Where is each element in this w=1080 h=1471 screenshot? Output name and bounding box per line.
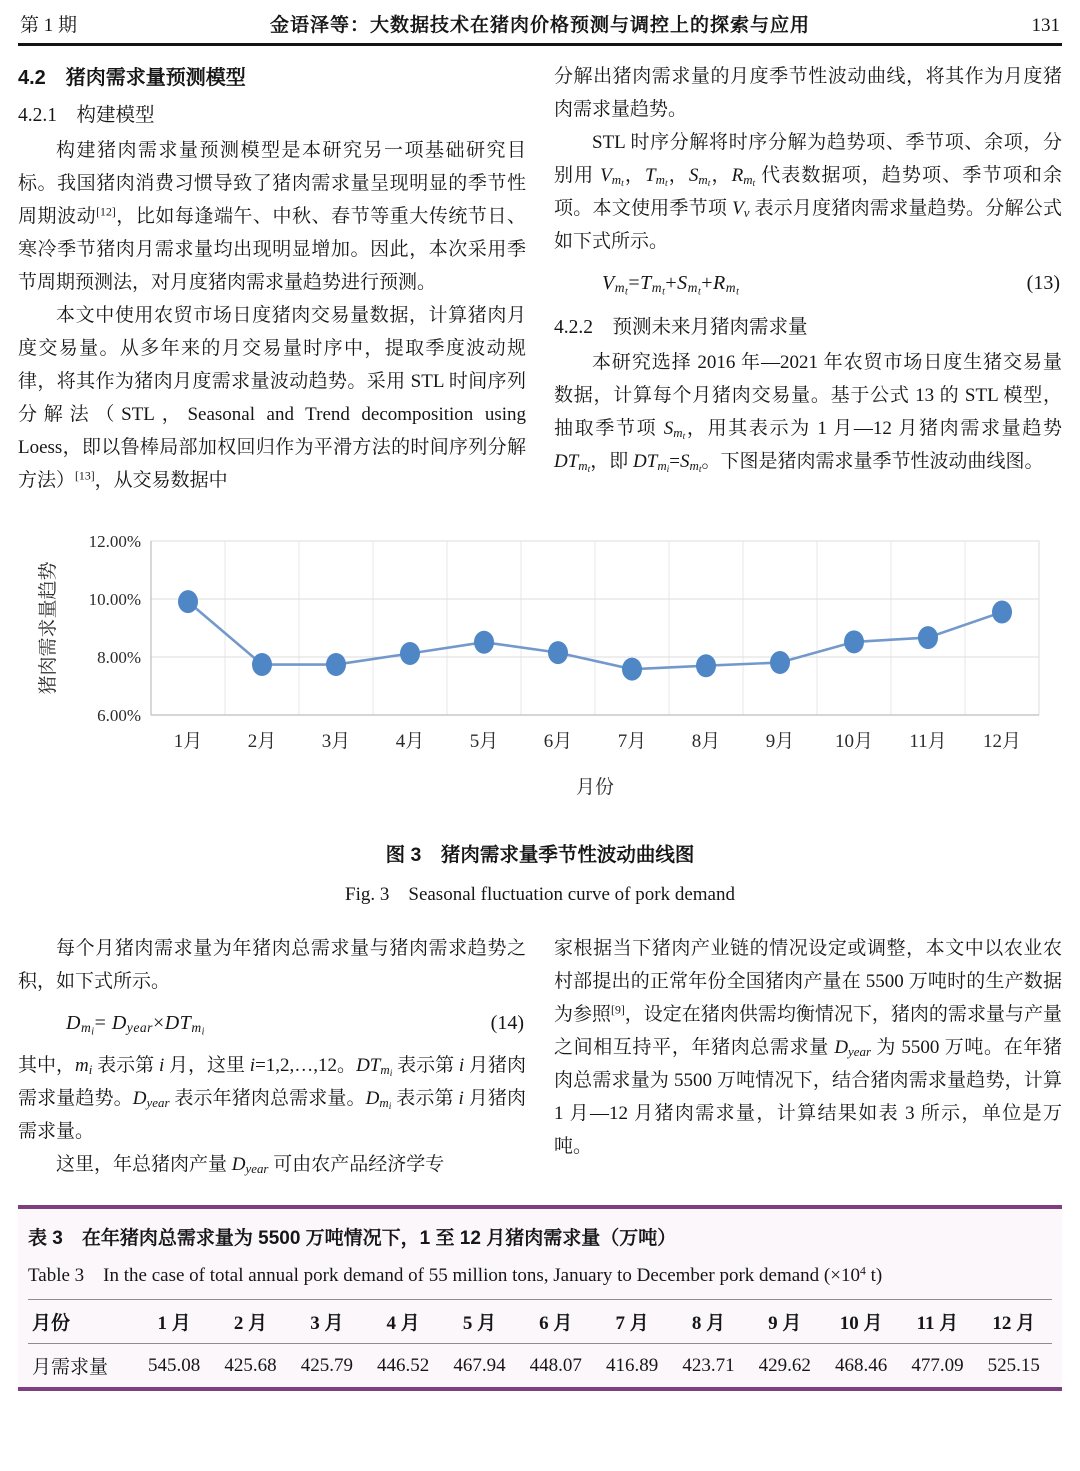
text-segment: m bbox=[380, 1061, 390, 1077]
table-demand-value: 429.62 bbox=[758, 1354, 811, 1376]
text-segment: DT bbox=[633, 451, 658, 472]
text-segment: m bbox=[75, 1055, 89, 1076]
text-segment: D bbox=[365, 1088, 380, 1109]
data-point-marker bbox=[178, 590, 198, 613]
table-demand-value: 446.52 bbox=[377, 1354, 430, 1376]
text-segment: = bbox=[94, 1012, 112, 1034]
table-header-month: 10 月 bbox=[839, 1313, 883, 1334]
text-segment: = bbox=[669, 451, 681, 472]
text-segment: ，用其表示为 1 月—12 月猪肉需求量趋势 bbox=[685, 418, 1062, 439]
table-header-month: 4 月 bbox=[386, 1313, 420, 1334]
x-axis-tick-label: 4月 bbox=[395, 731, 425, 752]
text-segment: m bbox=[725, 279, 737, 295]
table-demand-value: 477.09 bbox=[911, 1354, 964, 1376]
text-segment: 本研究选择 2016 年—2021 年农贸市场日度生猪交易量数据，计算每个月猪肉交易量。基于公式 13 的 STL 模型，抽取季节项 bbox=[554, 352, 1062, 439]
text-segment: 月猪肉需求量。 bbox=[18, 1088, 526, 1142]
text-segment: t bbox=[587, 465, 591, 476]
data-point-marker bbox=[696, 654, 716, 677]
text-segment: t bbox=[625, 286, 629, 298]
text-segment: + bbox=[665, 272, 678, 294]
text-segment: 。下图是猪肉需求量季节性波动曲线图。 bbox=[701, 451, 1044, 472]
text-segment: t bbox=[698, 465, 702, 476]
y-axis-tick-label: 8.00% bbox=[97, 648, 141, 667]
data-point-marker bbox=[992, 601, 1012, 624]
text-segment: 月猪肉需求量趋势。 bbox=[18, 1055, 526, 1109]
equation-14 bbox=[18, 998, 526, 1049]
table-demand-value: 423.71 bbox=[682, 1354, 735, 1376]
paragraph-stl-terms bbox=[554, 126, 1062, 258]
text-segment: year bbox=[245, 1160, 269, 1176]
table-header-month: 11 月 bbox=[916, 1313, 959, 1334]
x-axis-tick-label: 1月 bbox=[173, 731, 203, 752]
table-header-month: 7 月 bbox=[615, 1313, 649, 1334]
paragraph-stl-method bbox=[18, 299, 526, 497]
table-header-month: 9 月 bbox=[768, 1313, 802, 1334]
text-segment: ，从交易数据中 bbox=[94, 470, 228, 491]
text-segment: + bbox=[701, 272, 714, 294]
left-column bbox=[18, 60, 526, 497]
table-demand-value: 416.89 bbox=[606, 1354, 659, 1376]
text-segment: m bbox=[655, 171, 665, 187]
table-header-month: 6 月 bbox=[539, 1313, 573, 1334]
text-segment: DT bbox=[356, 1055, 381, 1076]
data-point-marker bbox=[252, 653, 272, 676]
text-segment: = bbox=[628, 272, 641, 294]
header-rule bbox=[18, 43, 1062, 46]
data-point-marker bbox=[400, 642, 420, 665]
text-segment: × bbox=[152, 1012, 165, 1034]
paragraph-stl-continuation bbox=[554, 60, 1062, 126]
table-demand-value: 467.94 bbox=[453, 1354, 506, 1376]
equation-14-number: (14) bbox=[490, 1012, 524, 1034]
text-segment: t bbox=[621, 179, 624, 190]
text-segment: m bbox=[657, 457, 667, 473]
table-demand-value: 425.68 bbox=[224, 1354, 277, 1376]
text-segment: i bbox=[91, 1026, 95, 1038]
table-demand-value: 425.79 bbox=[300, 1354, 353, 1376]
text-segment: [12] bbox=[96, 205, 116, 219]
data-point-marker bbox=[918, 626, 938, 649]
data-point-marker bbox=[770, 651, 790, 674]
x-axis-tick-label: 9月 bbox=[765, 731, 795, 752]
equation-13 bbox=[554, 258, 1062, 309]
text-segment: T bbox=[645, 165, 656, 186]
text-segment: S bbox=[663, 418, 674, 439]
table-3-caption-zh: 表 3 在年猪肉总需求量为 5500 万吨情况下，1 至 12 月猪肉需求量（万吨） bbox=[28, 1228, 677, 1249]
text-segment: 表示第 bbox=[392, 1055, 459, 1076]
monthly-demand-table bbox=[28, 1299, 1052, 1387]
text-segment: 本文中使用农贸市场日度猪肉交易量数据，计算猪肉月度交易量。从多年来的月交易量时序中，提取季度波动规律，将其作为猪肉月度需求量波动趋势。采用 STL 时间序列分解法（STL，Seasonal and Trend decomposition using Loess，即以鲁棒局部加权回归作为平滑方法的时间序列分解方法） bbox=[18, 305, 526, 491]
text-segment: m bbox=[689, 457, 699, 473]
text-segment: DT bbox=[164, 1012, 192, 1034]
data-point-marker bbox=[622, 658, 642, 681]
table-header-month-label: 月份 bbox=[32, 1313, 71, 1334]
data-point-marker bbox=[548, 641, 568, 664]
text-segment: 表示第 bbox=[391, 1088, 459, 1109]
text-segment: ，即 bbox=[590, 451, 634, 472]
table-header-month: 8 月 bbox=[691, 1313, 726, 1334]
text-segment: D bbox=[231, 1154, 246, 1175]
table-3-caption-en bbox=[28, 1260, 1052, 1287]
text-segment: S bbox=[677, 272, 688, 294]
x-axis-tick-label: 6月 bbox=[543, 731, 573, 752]
text-segment: 其中， bbox=[18, 1055, 76, 1076]
table-header-month: 12 月 bbox=[992, 1313, 1036, 1334]
table-header-month: 1 月 bbox=[157, 1313, 191, 1334]
paragraph-monthly-demand bbox=[18, 932, 526, 998]
text-segment: i bbox=[88, 1061, 93, 1077]
table-demand-value: 468.46 bbox=[834, 1354, 888, 1376]
text-segment: ，设定在猪肉供需均衡情况下，猪肉的需求量与产量之间相互持平，年猪肉总需求量 bbox=[554, 1004, 1062, 1058]
x-axis-tick-label: 5月 bbox=[469, 731, 499, 752]
text-segment: 这里，年总猪肉产量 bbox=[56, 1154, 232, 1175]
text-segment: m bbox=[698, 171, 708, 187]
text-segment: V bbox=[600, 165, 612, 186]
lower-columns bbox=[18, 932, 1062, 1181]
text-segment: v bbox=[743, 204, 750, 220]
figure-3 bbox=[18, 523, 1062, 906]
x-axis-tick-label: 11月 bbox=[909, 731, 947, 752]
text-segment: 表示月度猪肉需求量趋势。分解公式如下式所示。 bbox=[554, 198, 1062, 252]
text-segment: 构建猪肉需求量预测模型是本研究另一项基础研究目标。我国猪肉消费习惯导致了猪肉需求量呈现明显的季节性周期波动 bbox=[18, 140, 526, 227]
text-segment: t bbox=[752, 179, 756, 190]
text-segment: =1,2,…,12。 bbox=[255, 1055, 357, 1076]
text-segment: R bbox=[731, 165, 744, 186]
text-segment: 可由农产品经济学专 bbox=[268, 1154, 445, 1175]
text-segment: t bbox=[736, 286, 740, 298]
table-header-row bbox=[28, 1300, 1052, 1344]
text-segment: 代表数据项，趋势项、季节项和余项。本文使用季节项 bbox=[554, 165, 1062, 219]
text-segment: R bbox=[713, 272, 726, 294]
text-segment: m bbox=[578, 457, 588, 473]
text-segment: m bbox=[651, 279, 663, 295]
text-segment: t) bbox=[865, 1265, 883, 1286]
table-demand-value: 525.15 bbox=[987, 1354, 1040, 1376]
right-column-lower bbox=[554, 932, 1062, 1181]
text-segment: t bbox=[664, 179, 668, 190]
text-segment: m bbox=[80, 1019, 92, 1035]
text-segment: 为 5500 万吨。在年猪肉总需求量为 5500 万吨情况下，结合猪肉需求量趋势，计算 1 月—12 月猪肉需求量，计算结果如表 3 所示，单位是万吨。 bbox=[554, 1037, 1062, 1157]
text-segment: i bbox=[249, 1055, 256, 1076]
text-segment: [13] bbox=[75, 469, 95, 483]
text-segment: ， bbox=[667, 165, 689, 186]
text-segment: 4 bbox=[859, 1264, 866, 1278]
x-axis-tick-label: 3月 bbox=[321, 731, 351, 752]
text-segment: 月，这里 bbox=[164, 1055, 250, 1076]
text-segment: D bbox=[111, 1012, 127, 1034]
text-segment: t bbox=[697, 286, 702, 298]
seasonal-fluctuation-chart bbox=[18, 523, 1062, 823]
text-segment: m bbox=[614, 279, 626, 295]
paragraph-model-goal bbox=[18, 134, 526, 299]
paragraph-symbol-definitions bbox=[18, 1049, 526, 1148]
left-column-lower bbox=[18, 932, 526, 1181]
text-segment: T bbox=[640, 272, 652, 294]
text-segment: DT bbox=[554, 451, 579, 472]
table-header-month: 2 月 bbox=[233, 1313, 268, 1334]
running-title: 金语泽等：大数据技术在猪肉价格预测与调控上的探索与应用 bbox=[269, 15, 810, 36]
upper-columns bbox=[18, 60, 1062, 497]
text-segment: 分解出猪肉需求量的月度季节性波动曲线，将其作为月度猪肉需求量趋势。 bbox=[554, 66, 1062, 120]
text-segment: ， bbox=[710, 165, 732, 186]
table-header-month: 3 月 bbox=[310, 1313, 344, 1334]
text-segment: ，比如每逢端午、中秋、春节等重大传统节日、寒冷季节猪肉月需求量均出现明显增加。因此，本次采用季节周期预测法，对月度猪肉需求量趋势进行预测。 bbox=[18, 206, 526, 293]
x-axis-tick-label: 12月 bbox=[982, 731, 1022, 752]
x-axis-tick-label: 8月 bbox=[691, 731, 721, 752]
x-axis-tick-label: 10月 bbox=[834, 731, 874, 752]
x-axis-tick-label: 2月 bbox=[247, 731, 277, 752]
table-demand-value: 448.07 bbox=[529, 1354, 582, 1376]
table-data-row bbox=[28, 1344, 1052, 1388]
paragraph-dyear-intro bbox=[18, 1148, 526, 1181]
section-4-2-2-heading: 4.2.2 预测未来月猪肉需求量 bbox=[554, 317, 808, 338]
data-point-marker bbox=[326, 653, 346, 676]
text-segment: 表示第 bbox=[92, 1055, 159, 1076]
text-segment: i bbox=[201, 1026, 205, 1038]
text-segment: t bbox=[662, 286, 666, 298]
text-segment: i bbox=[458, 1055, 465, 1076]
text-segment: 表示年猪肉总需求量。 bbox=[169, 1088, 366, 1109]
text-segment: year bbox=[848, 1043, 871, 1059]
text-segment: V bbox=[602, 272, 615, 294]
section-4-2-heading: 4.2 猪肉需求量预测模型 bbox=[18, 67, 246, 89]
right-column bbox=[554, 60, 1062, 497]
data-point-marker bbox=[844, 630, 864, 653]
text-segment: i bbox=[388, 1102, 392, 1113]
y-axis-tick-label: 6.00% bbox=[97, 706, 141, 725]
text-segment: t bbox=[707, 179, 711, 190]
table-header-month: 5 月 bbox=[462, 1313, 497, 1334]
running-head bbox=[18, 8, 1062, 43]
text-segment: i bbox=[158, 1055, 165, 1076]
text-segment: m bbox=[379, 1094, 389, 1110]
text-segment: m bbox=[611, 171, 622, 187]
data-point-marker bbox=[474, 631, 494, 654]
text-segment: S bbox=[688, 165, 699, 186]
text-segment: D bbox=[132, 1088, 147, 1109]
text-segment: STL 时序分解将时序分解为趋势项、季节项、余项，分别用 bbox=[554, 132, 1062, 186]
text-segment: S bbox=[680, 451, 690, 472]
y-axis-tick-label: 12.00% bbox=[88, 532, 141, 551]
text-segment: 家根据当下猪肉产业链的情况设定或调整，本文中以农业农村部提出的正常年份全国猪肉产量在 5500 万吨时的生产数据为参照 bbox=[554, 938, 1062, 1025]
equation-14-body bbox=[66, 1007, 205, 1040]
text-segment: m bbox=[673, 424, 683, 440]
y-axis-title: 猪肉需求量趋势 bbox=[38, 561, 59, 695]
paragraph-dyear-setting bbox=[554, 932, 1062, 1163]
text-segment: m bbox=[743, 171, 753, 187]
figure-3-caption-en: Fig. 3 Seasonal fluctuation curve of pork demand bbox=[345, 884, 735, 905]
text-segment: year bbox=[146, 1094, 170, 1110]
x-axis-title: 月份 bbox=[575, 777, 615, 798]
text-segment: i bbox=[666, 465, 670, 476]
journal-issue: 第 1 期 bbox=[20, 15, 78, 36]
table-row-label: 月需求量 bbox=[32, 1357, 109, 1378]
x-axis-tick-label: 7月 bbox=[617, 731, 647, 752]
text-segment: 每个月猪肉需求量为年猪肉总需求量与猪肉需求趋势之积，如下式所示。 bbox=[18, 938, 526, 992]
text-segment: Table 3 In the case of total annual pork demand of 55 million tons, January to December pork demand (×10 bbox=[28, 1265, 860, 1286]
text-segment: t bbox=[682, 432, 686, 443]
text-segment: D bbox=[834, 1037, 849, 1058]
text-segment: m bbox=[687, 279, 698, 295]
text-segment: D bbox=[66, 1012, 81, 1034]
section-4-2-1-heading: 4.2.1 构建模型 bbox=[18, 105, 155, 126]
figure-3-caption-zh: 图 3 猪肉需求量季节性波动曲线图 bbox=[385, 844, 695, 866]
text-segment: year bbox=[126, 1019, 153, 1035]
text-segment: V bbox=[732, 198, 744, 219]
equation-13-body bbox=[602, 267, 739, 300]
text-segment: i bbox=[389, 1069, 393, 1080]
paragraph-forecast-data bbox=[554, 346, 1062, 478]
table-3-section bbox=[18, 1205, 1062, 1391]
page-number: 131 bbox=[1031, 15, 1060, 36]
text-segment: m bbox=[191, 1019, 202, 1035]
text-segment: i bbox=[458, 1088, 464, 1109]
equation-13-number: (13) bbox=[1026, 272, 1060, 294]
text-segment: ， bbox=[623, 165, 646, 186]
y-axis-tick-label: 10.00% bbox=[88, 590, 141, 609]
table-demand-value: 545.08 bbox=[148, 1354, 201, 1376]
text-segment: [9] bbox=[611, 1003, 625, 1017]
